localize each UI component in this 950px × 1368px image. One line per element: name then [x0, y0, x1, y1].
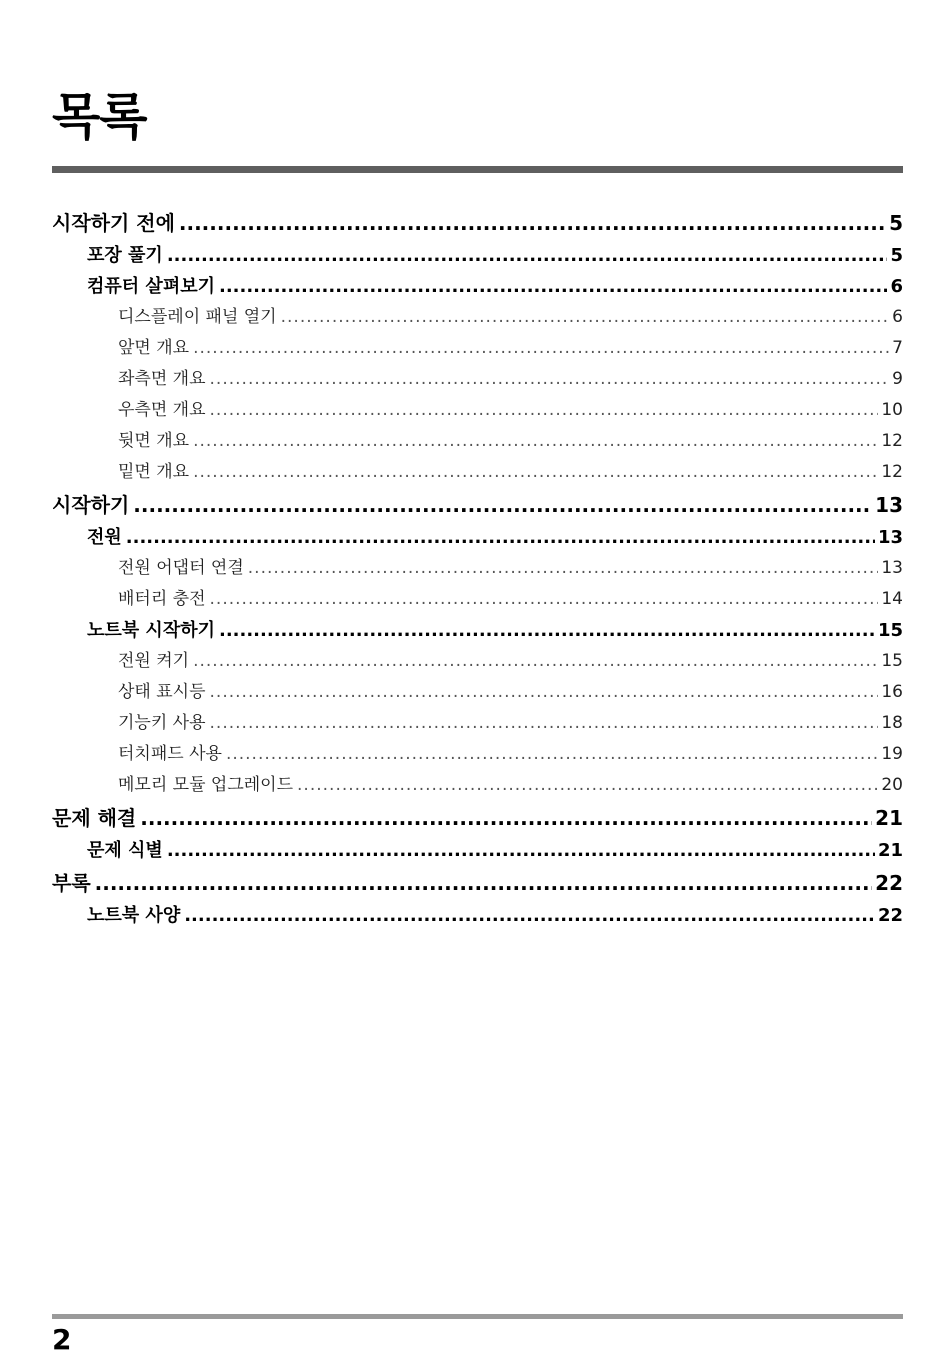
- toc-page-number: 6: [892, 307, 903, 327]
- toc-entry-label: 터치패드 사용: [118, 744, 222, 764]
- toc-entry[interactable]: [52, 457, 903, 488]
- table-of-contents: [52, 206, 903, 931]
- toc-entry[interactable]: [52, 364, 903, 395]
- toc-page-number: 18: [881, 713, 903, 733]
- toc-entry-label: 시작하기 전에: [52, 211, 175, 235]
- toc-entry[interactable]: [52, 271, 903, 302]
- toc-entry[interactable]: [52, 206, 903, 240]
- toc-page-number: 12: [881, 462, 903, 482]
- toc-entry-label: 부록: [52, 871, 91, 895]
- toc-entry-label: 컴퓨터 살펴보기: [87, 276, 215, 297]
- toc-leader: [210, 584, 879, 615]
- footer-divider: [52, 1314, 903, 1319]
- toc-leader: [193, 646, 878, 677]
- toc-page-number: 12: [881, 431, 903, 451]
- toc-entry[interactable]: [52, 677, 903, 708]
- toc-entry[interactable]: [52, 333, 903, 364]
- toc-entry-label: 메모리 모듈 업그레이드: [118, 775, 294, 795]
- toc-leader: [248, 553, 879, 584]
- toc-page-number: 5: [890, 245, 903, 266]
- toc-page-number: 6: [890, 276, 903, 297]
- toc-entry-label: 상태 표시등: [118, 682, 206, 702]
- toc-page-number: 7: [892, 338, 903, 358]
- toc-entry[interactable]: [52, 801, 903, 835]
- toc-page-number: 13: [881, 558, 903, 578]
- toc-entry-label: 문제 해결: [52, 806, 137, 830]
- toc-entry[interactable]: [52, 522, 903, 553]
- toc-entry-label: 전원 어댑터 연결: [118, 558, 244, 578]
- toc-leader: [219, 271, 887, 302]
- toc-entry[interactable]: [52, 900, 903, 931]
- toc-entry[interactable]: [52, 866, 903, 900]
- page-title: 목록: [52, 88, 147, 146]
- toc-leader: [281, 302, 890, 333]
- toc-entry-label: 디스플레이 패널 열기: [118, 307, 277, 327]
- toc-page-number: 22: [875, 871, 903, 895]
- toc-leader: [210, 395, 879, 426]
- toc-entry-label: 노트북 시작하기: [87, 620, 215, 641]
- toc-leader: [167, 240, 888, 271]
- toc-entry-label: 문제 식별: [87, 840, 163, 861]
- toc-entry[interactable]: [52, 488, 903, 522]
- toc-page-number: 20: [881, 775, 903, 795]
- toc-entry-label: 전원 켜기: [118, 651, 190, 671]
- toc-page-number: 21: [875, 806, 903, 830]
- toc-page-number: 13: [877, 527, 903, 548]
- toc-page-number: 19: [881, 744, 903, 764]
- toc-leader: [210, 708, 879, 739]
- toc-leader: [210, 364, 890, 395]
- toc-entry[interactable]: [52, 770, 903, 801]
- toc-entry[interactable]: [52, 302, 903, 333]
- toc-leader: [297, 770, 878, 801]
- title-divider: [52, 166, 903, 173]
- toc-page-number: 15: [877, 620, 903, 641]
- toc-entry[interactable]: [52, 646, 903, 677]
- toc-leader: [167, 835, 875, 866]
- toc-page-number: 15: [881, 651, 903, 671]
- toc-leader: [226, 739, 878, 770]
- toc-leader: [95, 866, 873, 900]
- toc-entry-label: 배터리 충전: [118, 589, 206, 609]
- toc-page-number: 5: [889, 211, 903, 235]
- toc-entry-label: 포장 풀기: [87, 245, 163, 266]
- toc-page-number: 9: [892, 369, 903, 389]
- toc-entry[interactable]: [52, 240, 903, 271]
- toc-leader: [179, 206, 886, 240]
- toc-entry-label: 좌측면 개요: [118, 369, 206, 389]
- toc-leader: [193, 426, 878, 457]
- toc-entry[interactable]: [52, 584, 903, 615]
- toc-entry[interactable]: [52, 615, 903, 646]
- toc-entry[interactable]: [52, 708, 903, 739]
- toc-page-number: 21: [877, 840, 903, 861]
- toc-entry-label: 우측면 개요: [118, 400, 206, 420]
- toc-leader: [219, 615, 875, 646]
- toc-entry[interactable]: [52, 395, 903, 426]
- toc-entry-label: 기능키 사용: [118, 713, 206, 733]
- toc-leader: [193, 457, 878, 488]
- toc-leader: [210, 677, 879, 708]
- toc-leader: [184, 900, 875, 931]
- toc-entry-label: 뒷면 개요: [118, 431, 190, 451]
- toc-entry[interactable]: [52, 553, 903, 584]
- toc-page-number: 10: [881, 400, 903, 420]
- toc-entry-label: 전원: [87, 527, 122, 548]
- toc-entry[interactable]: [52, 426, 903, 457]
- page-number: 2: [52, 1323, 72, 1356]
- toc-entry-label: 밑면 개요: [118, 462, 190, 482]
- toc-page-number: 22: [877, 905, 903, 926]
- toc-entry-label: 앞면 개요: [118, 338, 190, 358]
- toc-entry[interactable]: [52, 739, 903, 770]
- toc-entry-label: 노트북 사양: [87, 905, 181, 926]
- toc-page-number: 16: [881, 682, 903, 702]
- toc-page-number: 13: [875, 493, 903, 517]
- toc-leader: [140, 801, 872, 835]
- toc-leader: [193, 333, 889, 364]
- toc-page-number: 14: [881, 589, 903, 609]
- toc-entry[interactable]: [52, 835, 903, 866]
- toc-entry-label: 시작하기: [52, 493, 130, 517]
- toc-leader: [133, 488, 872, 522]
- toc-leader: [126, 522, 875, 553]
